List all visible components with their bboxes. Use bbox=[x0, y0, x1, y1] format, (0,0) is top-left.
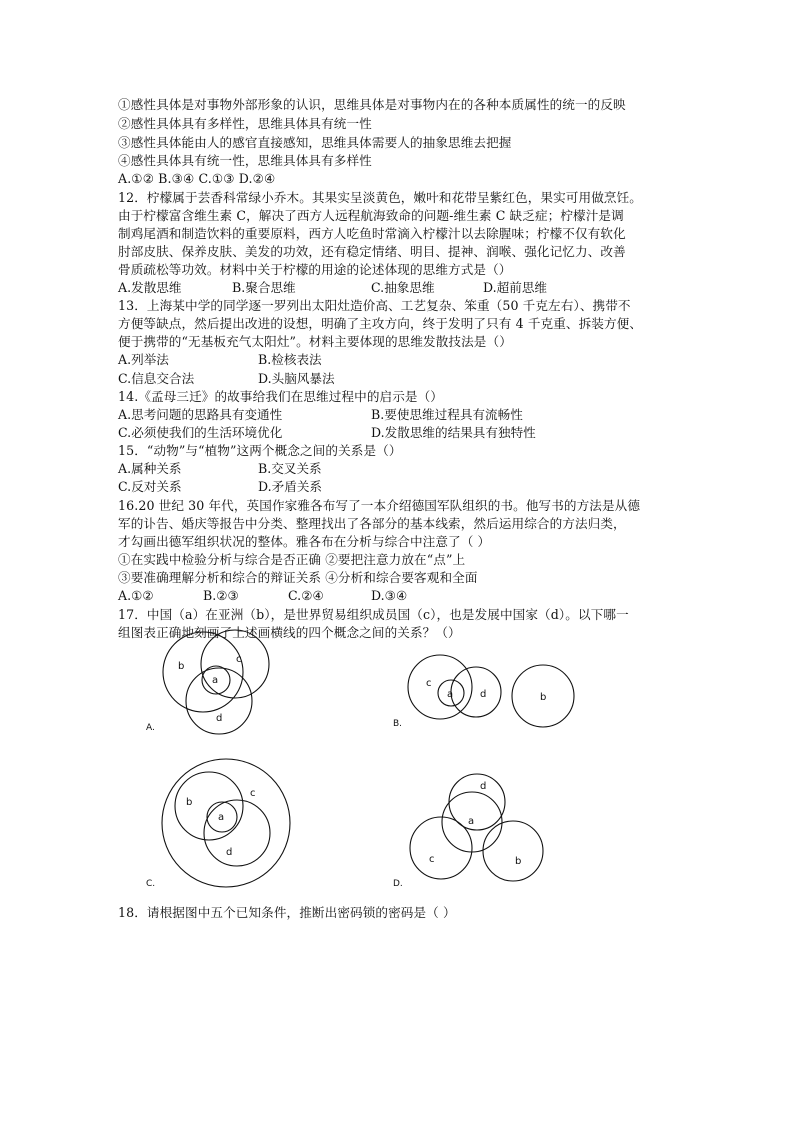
figure-c-circle-d bbox=[204, 800, 270, 866]
figure-b-caption: B. bbox=[393, 719, 403, 729]
figure-c-label-a: a bbox=[218, 812, 225, 823]
q15-option-c: C.反对关系 bbox=[118, 479, 182, 494]
figure-b-label-b: b bbox=[540, 692, 547, 703]
q15-line-1: 15．“动物”与“植物”这两个概念之间的关系是（） bbox=[118, 443, 402, 458]
q12-option-d: D.超前思维 bbox=[483, 280, 548, 295]
q12-line-2: 由于柠檬富含维生素 C，解决了西方人远程航海致命的问题-维生素 C 缺乏症；柠檬汁是调 bbox=[118, 208, 624, 223]
figure-d-label-a: a bbox=[468, 816, 475, 827]
figure-b-label-a: a bbox=[447, 689, 454, 700]
q16-items-1-2: ①在实践中检验分析与综合是否正确 ②要把注意力放在“点”上 bbox=[118, 552, 466, 567]
figure-b-label-d: d bbox=[480, 689, 487, 700]
figure-d-caption: D. bbox=[393, 879, 403, 889]
figure-c-diagram bbox=[162, 759, 290, 887]
figure-a-label-d: d bbox=[216, 713, 223, 724]
q18-line-1: 18．请根据图中五个已知条件，推断出密码锁的密码是（ ） bbox=[118, 905, 456, 920]
q15-option-d: D.矛盾关系 bbox=[258, 479, 323, 494]
figure-d-label-b: b bbox=[515, 856, 522, 867]
q11-item-3: ③感性具体能由人的感官直接感知，思维具体需要人的抽象思维去把握 bbox=[118, 135, 512, 150]
q17-line-1: 17．中国（a）在亚洲（b），是世界贸易组织成员国（c），也是发展中国家（d）。以下哪一 bbox=[118, 607, 629, 622]
figure-a-label-b: b bbox=[178, 661, 185, 672]
q16-option-c: C.②④ bbox=[288, 588, 324, 603]
q15-option-b: B.交叉关系 bbox=[258, 461, 322, 476]
figure-c-circle-c bbox=[162, 759, 290, 887]
q16-line-2: 军的讣告、婚庆等报告中分类、整理找出了各部分的基本线索，然后运用综合的方法归类， bbox=[118, 516, 626, 531]
q12-option-a: A.发散思维 bbox=[118, 280, 182, 295]
q16-line-3: 才勾画出德军组织状况的整体。雅各布在分析与综合中注意了（ ） bbox=[118, 534, 491, 549]
figure-d-circle-c bbox=[410, 816, 475, 879]
q16-option-d: D.③④ bbox=[371, 588, 408, 603]
figure-a-circle-c bbox=[201, 630, 269, 698]
q13-option-b: B.检核表法 bbox=[258, 352, 322, 367]
figure-c-label-d: d bbox=[226, 847, 233, 858]
q12-line-5: 骨质疏松等功效。材料中关于柠檬的用途的论述体现的思维方式是（） bbox=[118, 262, 512, 277]
figure-a-caption: A. bbox=[146, 723, 155, 733]
q15-option-a: A.属种关系 bbox=[118, 461, 182, 476]
q13-option-c: C.信息交合法 bbox=[118, 371, 195, 386]
q14-option-d: D.发散思维的结果具有独特性 bbox=[371, 425, 536, 440]
figure-a-label-c: c bbox=[236, 654, 242, 665]
q13-line-1: 13．上海某中学的同学逐一罗列出太阳灶造价高、工艺复杂、笨重（50 千克左右）、携带不 bbox=[118, 298, 631, 313]
q12-option-b: B.聚合思维 bbox=[232, 280, 296, 295]
q14-option-b: B.要使思维过程具有流畅性 bbox=[371, 407, 523, 422]
q12-line-3: 制鸡尾酒和制造饮料的重要原料，西方人吃鱼时常滴入柠檬汁以去除腥味；柠檬不仅有软化 bbox=[118, 226, 626, 241]
q16-items-3-4: ③要准确理解分析和综合的辩证关系 ④分析和综合要客观和全面 bbox=[118, 570, 478, 585]
figure-b-circle-d bbox=[451, 667, 501, 717]
figure-b-label-c: c bbox=[426, 678, 432, 689]
figure-d-circle-b bbox=[483, 821, 543, 881]
figure-d-label-d: d bbox=[480, 781, 487, 792]
q16-line-1: 16.20 世纪 30 年代，英国作家雅各布写了一本介绍德国军队组织的书。他写书的方法是从德 bbox=[118, 498, 641, 513]
q11-item-4: ④感性具体具有统一性，思维具体具有多样性 bbox=[118, 153, 372, 168]
q13-option-d: D.头脑风暴法 bbox=[258, 371, 335, 386]
q12-line-1: 12．柠檬属于芸香科常绿小乔木。其果实呈淡黄色，嫩叶和花带呈紫红色，果实可用做烹饪。 bbox=[118, 190, 642, 205]
q12-option-c: C.抽象思维 bbox=[371, 280, 435, 295]
q17-line-2: 组图表正确地刻画了上述画横线的四个概念之间的关系？（） bbox=[118, 625, 461, 640]
figure-c-label-c: c bbox=[250, 788, 256, 799]
figure-d-label-c: c bbox=[429, 854, 435, 865]
figure-c-caption: C. bbox=[146, 879, 156, 889]
q13-line-2: 方便等缺点，然后提出改进的设想，明确了主攻方向，终于发明了只有 4 千克重、拆装方便、 bbox=[118, 316, 643, 331]
q14-option-c: C.必须使我们的生活环境优化 bbox=[118, 425, 283, 440]
q12-line-4: 肘部皮肤、保养皮肤、美发的功效，还有稳定情绪、明目、提神、润喉、强化记忆力、改善 bbox=[118, 244, 626, 259]
q13-line-3: 便于携带的“无基板充气太阳灶”。材料主要体现的思维发散技法是（） bbox=[118, 334, 512, 349]
q13-option-a: A.列举法 bbox=[118, 352, 169, 367]
q16-option-a: A.①② bbox=[118, 588, 154, 603]
q11-item-2: ②感性具体具有多样性，思维具体具有统一性 bbox=[118, 116, 372, 131]
figure-a-circle-d bbox=[186, 668, 252, 734]
q11-options: A.①② B.③④ C.①③ D.②④ bbox=[118, 171, 276, 186]
figure-a-label-a: a bbox=[212, 675, 219, 686]
q16-option-b: B.②③ bbox=[203, 588, 239, 603]
figure-b-diagram bbox=[408, 655, 574, 727]
q14-line-1: 14.《孟母三迁》的故事给我们在思维过程中的启示是（） bbox=[118, 389, 443, 404]
q11-item-1: ①感性具体是对事物外部形象的认识，思维具体是对事物内在的各种本质属性的统一的反映 bbox=[118, 97, 626, 112]
q14-option-a: A.思考问题的思路具有变通性 bbox=[118, 407, 283, 422]
figure-c-label-b: b bbox=[186, 797, 193, 808]
